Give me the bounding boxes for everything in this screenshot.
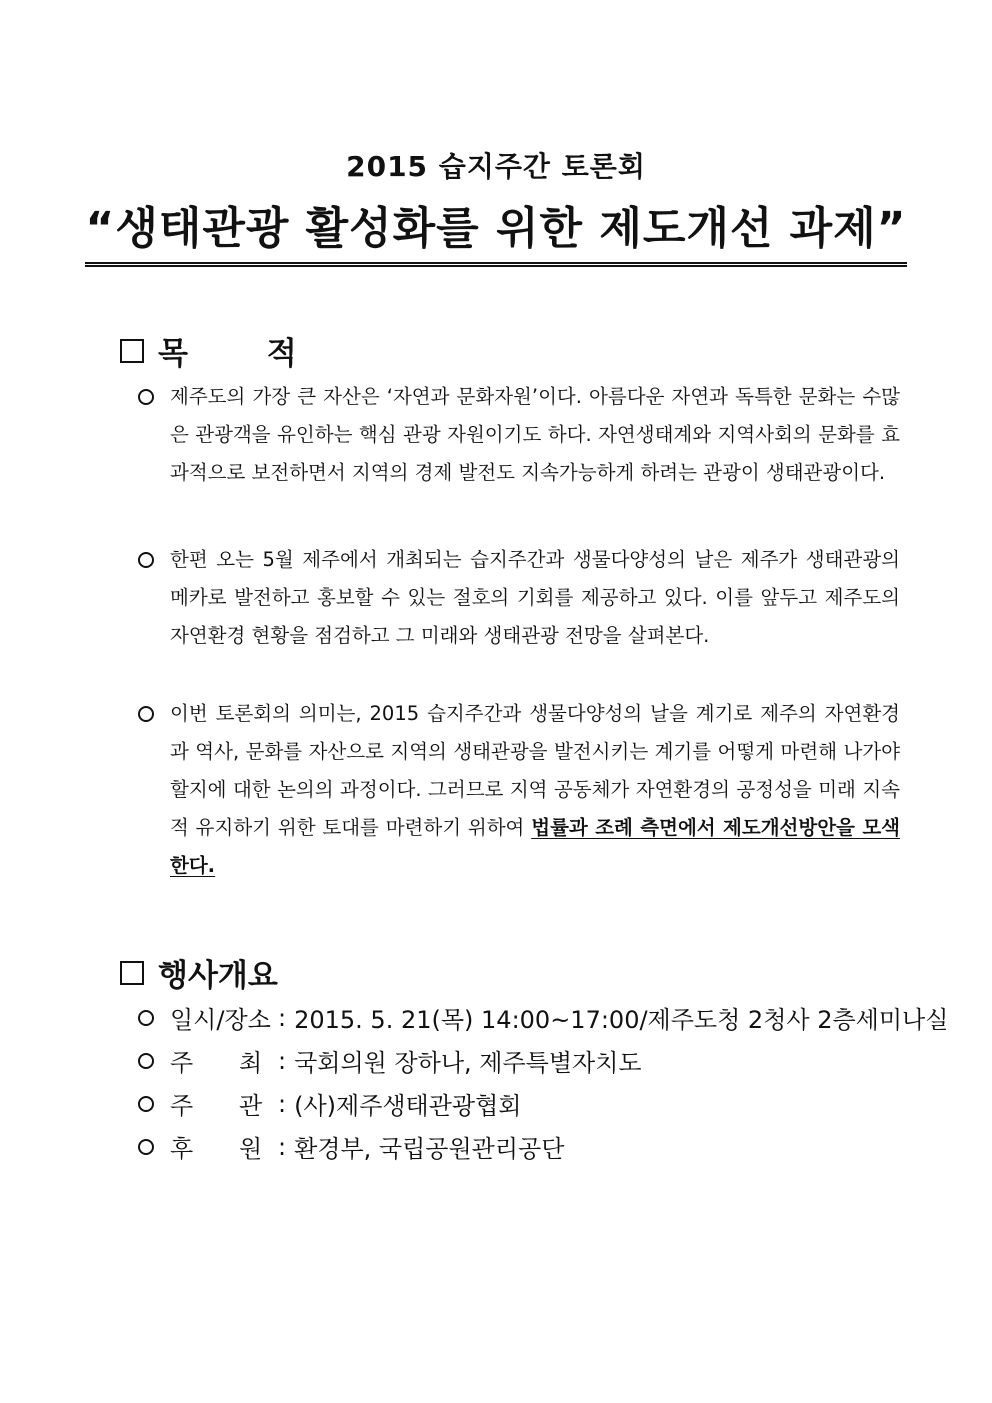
circle-bullet-icon — [138, 1010, 154, 1026]
item-label: 일시/장소 — [170, 1006, 271, 1034]
section-title: 행사개요 — [158, 958, 278, 994]
item-label: 주 최 — [170, 1049, 263, 1077]
item-value: 국회의원 장하나, 제주특별자치도 — [294, 1049, 642, 1077]
item-label: 주 관 — [170, 1092, 263, 1120]
circle-bullet-icon — [138, 552, 154, 568]
overview-item-host — [138, 1043, 642, 1078]
circle-bullet-icon — [138, 1139, 154, 1155]
paragraph-plain-text: 이번 토론회의 의미는, 2015 습지주간과 생물다양성의 날을 계기로 제주의 자연환경과 역사, 문화를 자산으로 지역의 생태관광을 발전시키는 계기를 어떻게 마련해 나가야할지에 대한 논의의 과정이다. 그러므로 지역 공동체가 자연환경의 공정성을 미래 지속적 유지하기 위한 토대를 마련하기 위하여 — [170, 702, 900, 839]
document-title: “생태관광 활성화를 위한 제도개선 과제” — [85, 192, 906, 267]
item-value: 환경부, 국립공원관리공단 — [294, 1135, 565, 1163]
overview-item-organizer — [138, 1086, 521, 1121]
item-value: 2015. 5. 21(목) 14:00~17:00/제주도청 2청사 2층세미나실 — [294, 1006, 949, 1034]
colon-separator: : — [278, 1046, 287, 1075]
circle-bullet-icon — [138, 1096, 154, 1112]
colon-separator: : — [278, 1003, 287, 1032]
purpose-paragraph-2 — [138, 541, 900, 655]
square-bullet-icon — [120, 961, 144, 985]
colon-separator: : — [278, 1089, 287, 1118]
circle-bullet-icon — [138, 706, 154, 722]
event-subtitle: 2015 습지주간 토론회 — [346, 150, 646, 183]
overview-item-sponsor — [138, 1129, 564, 1164]
section-title: 목 적 — [158, 336, 331, 372]
circle-bullet-icon — [138, 389, 154, 405]
purpose-paragraph-3 — [138, 695, 900, 885]
paragraph-text: 제주도의 가장 큰 자산은 ‘자연과 문화자원’이다. 아름다운 자연과 독특한 문화는 수많은 관광객을 유인하는 핵심 관광 자원이기도 하다. 자연생태계와 지역사회의 문화를 효과적으로 보전하면서 지역의 경제 발전도 지속가능하게 하려는 관광이 생태관광이다. — [170, 385, 900, 484]
purpose-paragraph-1 — [138, 378, 900, 492]
circle-bullet-icon — [138, 1053, 154, 1069]
item-value: (사)제주생태관광협회 — [294, 1092, 522, 1120]
section-heading-overview — [120, 950, 278, 995]
section-heading-purpose — [120, 328, 331, 373]
paragraph-text: 한편 오는 5월 제주에서 개최되는 습지주간과 생물다양성의 날은 제주가 생태관광의 메카로 발전하고 홍보할 수 있는 절호의 기회를 제공하고 있다. 이를 앞두고 제주도의 자연환경 현황을 점검하고 그 미래와 생태관광 전망을 살펴본다. — [170, 548, 900, 647]
colon-separator: : — [278, 1132, 287, 1161]
square-bullet-icon — [120, 339, 144, 363]
title-container — [0, 192, 992, 267]
paragraph-text — [170, 695, 900, 885]
item-label: 후 원 — [170, 1135, 263, 1163]
paragraph-emphasis-text: 법률과 조례 측면에서 제도개선방안을 모색한다. — [170, 816, 900, 877]
overview-item-datetime-place — [138, 1000, 948, 1035]
